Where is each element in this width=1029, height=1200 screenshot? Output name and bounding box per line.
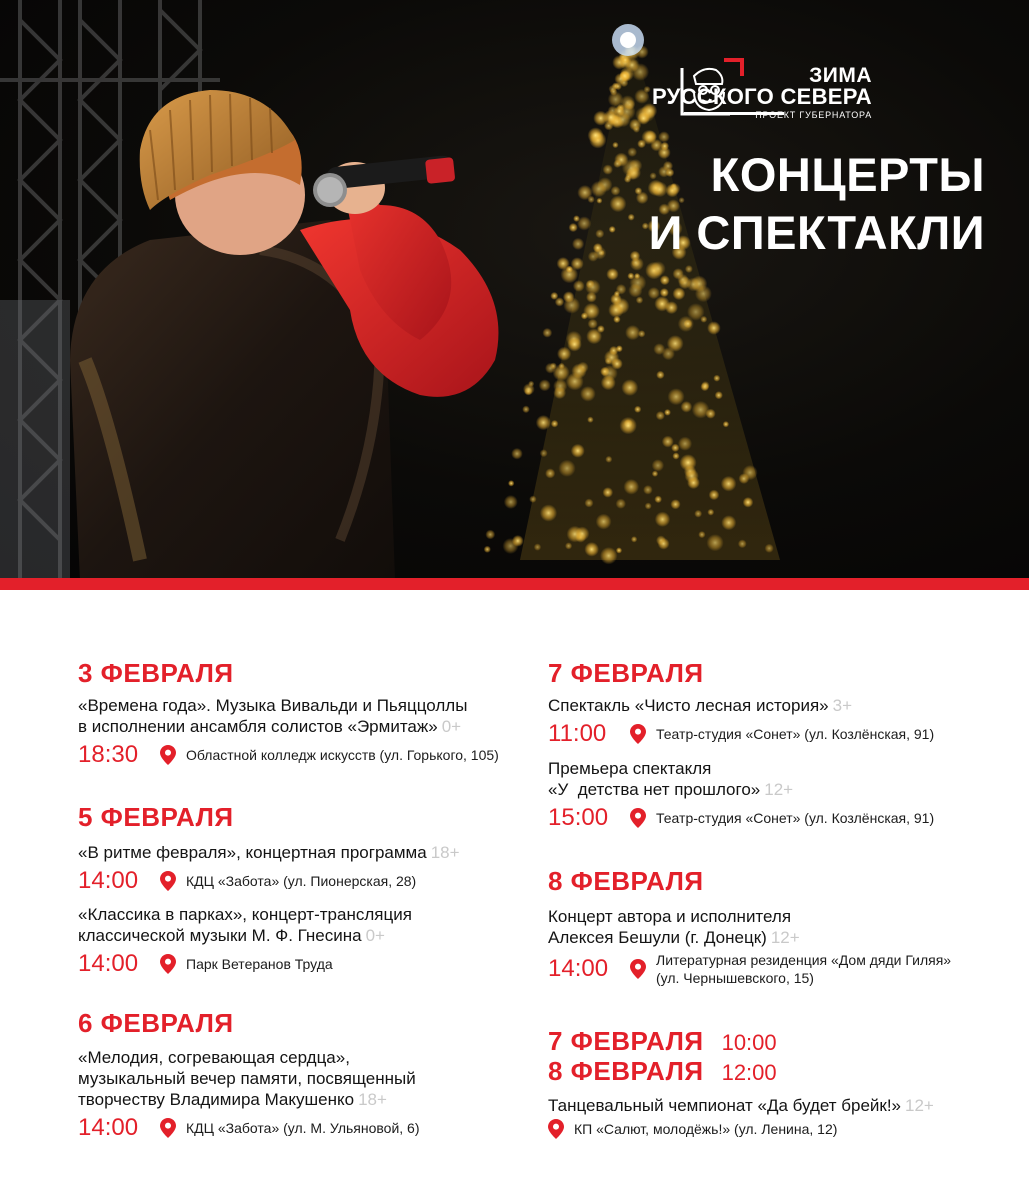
tree-light [484, 546, 491, 553]
tree-light [608, 92, 624, 108]
tree-light [540, 449, 548, 457]
day-date: 8 ФЕВРАЛЯ [548, 1056, 704, 1086]
event-meta [548, 951, 951, 987]
tree-light [611, 186, 621, 196]
tree-light [709, 490, 720, 501]
event-time: 14:00 [78, 1114, 139, 1141]
day-date: 7 ФЕВРАЛЯ [548, 658, 704, 688]
age-rating: 3+ [832, 696, 852, 715]
tree-light [522, 406, 530, 414]
tree-light [621, 56, 629, 64]
event-meta [78, 1113, 420, 1143]
tree-light [673, 287, 686, 300]
tree-light [692, 401, 710, 419]
tree-light [542, 328, 552, 338]
tree-light [616, 284, 627, 295]
tree-light [616, 547, 622, 553]
event-time: 10:00 [721, 1030, 777, 1055]
tree-light [656, 371, 664, 379]
event-title-line: Алексея Бешули (г. Донецк) [548, 928, 767, 947]
event-meta [78, 866, 460, 896]
event-item [548, 1095, 934, 1139]
event-place-line: Литературная резиденция «Дом дяди Гиляя» [656, 952, 952, 968]
location-pin-icon [548, 1119, 564, 1139]
tree-light [648, 287, 660, 299]
tree-light [707, 534, 724, 551]
tree-light [645, 503, 652, 510]
tree-light [577, 185, 592, 200]
location-pin-icon [160, 954, 176, 974]
day-block [548, 1026, 934, 1139]
event-title-line: творчеству Владимира Макушенко [78, 1090, 355, 1109]
santa-badge-icon [680, 58, 744, 116]
tree-light [628, 283, 642, 297]
tree-light [658, 538, 670, 550]
tree-light [685, 469, 699, 483]
age-rating: 0+ [441, 717, 462, 736]
event-title-line: Спектакль «Чисто лесная история» [548, 696, 829, 715]
tree-light [672, 452, 679, 459]
tree-light [665, 301, 678, 314]
age-rating: 18+ [358, 1090, 387, 1109]
tree-light [523, 383, 535, 395]
tree-light [613, 160, 621, 168]
tree-light [687, 303, 705, 321]
tree-light [558, 460, 575, 477]
event-title [548, 758, 934, 800]
age-rating: 12+ [770, 928, 800, 947]
event-item [548, 906, 951, 987]
tree-light [603, 110, 618, 125]
logo-line-north: РУССКОГО СЕВЕРА [651, 84, 872, 109]
tree-light [636, 296, 643, 303]
tree-light [609, 85, 617, 93]
accent-divider [0, 578, 1029, 590]
tree-light [634, 273, 640, 279]
event-time: 12:00 [721, 1060, 777, 1085]
tree-light [610, 294, 622, 306]
tree-light [593, 247, 606, 260]
tree-light [558, 363, 564, 369]
tree-light [550, 292, 558, 300]
event-title-line: Концерт автора и исполнителя [548, 907, 792, 926]
event-item [78, 1047, 420, 1143]
tree-light [545, 468, 555, 478]
event-place: Парк Ветеранов Труда [186, 956, 333, 972]
event-place: Областной колледж искусств (ул. Горького, 105) [186, 747, 499, 763]
tree-light [631, 63, 649, 81]
tree-light [739, 473, 750, 484]
event-meta [78, 740, 499, 770]
event-place: КДЦ «Забота» (ул. Пионерская, 28) [186, 873, 417, 889]
tree-light [595, 229, 604, 238]
hero-photo [0, 0, 1029, 580]
tree-light [536, 415, 551, 430]
tree-light [694, 510, 702, 518]
tree-light [565, 542, 572, 549]
tree-light [660, 288, 669, 297]
title-line-plays: И СПЕКТАКЛИ [648, 206, 985, 259]
day-block [78, 802, 460, 979]
tree-light [654, 496, 662, 504]
age-rating: 12+ [764, 780, 794, 799]
event-title [548, 695, 934, 716]
tree-light [622, 159, 640, 177]
tree-light [668, 388, 685, 405]
tree-light [701, 381, 710, 390]
tree-light [591, 181, 607, 197]
tree-light [625, 325, 640, 340]
tree-light [743, 497, 754, 508]
logo-line-winter: ЗИМА [809, 64, 872, 87]
tree-light [588, 319, 598, 329]
tree-light [633, 126, 640, 133]
tree-light [643, 485, 653, 495]
tree-light [628, 214, 635, 221]
tree-light [587, 417, 593, 423]
event-title [78, 1047, 420, 1110]
event-time: 14:00 [548, 955, 609, 982]
tree-light [652, 471, 658, 477]
event-place [656, 951, 951, 987]
tree-light [602, 365, 618, 381]
tree-light [616, 499, 626, 509]
day-date: 7 ФЕВРАЛЯ [548, 1026, 704, 1056]
tree-light [605, 456, 612, 463]
event-item [548, 758, 934, 833]
tree-light [738, 539, 747, 548]
event-place-line: (ул. Чернышевского, 15) [656, 970, 814, 986]
tree-light [606, 268, 618, 280]
tree-light [511, 448, 523, 460]
tree-light [698, 531, 705, 538]
tree-light [662, 436, 674, 448]
project-logo [651, 58, 990, 130]
tree-light [651, 261, 666, 276]
event-title-line: Танцевальный чемпионат «Да будет брейк!» [548, 1096, 902, 1115]
day-block [548, 658, 934, 833]
tree-light [664, 409, 671, 416]
tree-light [621, 379, 638, 396]
tree-light [540, 504, 557, 521]
tree-light [620, 417, 637, 434]
day-block [78, 1008, 420, 1143]
tree-light [571, 444, 585, 458]
tree-light [534, 543, 541, 550]
tree-light [600, 547, 617, 564]
location-pin-icon [160, 1118, 176, 1138]
tree-light [512, 535, 524, 547]
event-title-line: в исполнении ансамбля солистов «Эрмитаж» [78, 717, 438, 736]
tree-light [684, 319, 693, 328]
event-title-line: «Времена года». Музыка Вивальди и Пьяццоллы [78, 696, 468, 715]
tree-light [707, 509, 714, 516]
event-place: Театр-студия «Сонет» (ул. Козлёнская, 91) [656, 810, 935, 826]
tree-light [588, 127, 604, 143]
event-title-line: «У детства нет прошлого» [548, 780, 761, 799]
tree-light [670, 499, 680, 509]
tree-light [627, 147, 637, 157]
event-time: 14:00 [78, 867, 139, 894]
event-meta [548, 1119, 934, 1139]
tree-light [678, 437, 692, 451]
day-date: 6 ФЕВРАЛЯ [78, 1008, 234, 1038]
event-item [78, 904, 460, 979]
tree-light [504, 495, 518, 509]
logo-line-governor: ПРОЕКТ ГУБЕРНАТОРА [755, 110, 872, 120]
event-title-line: Премьера спектакля [548, 759, 712, 778]
tree-light [580, 386, 596, 402]
tree-light [572, 238, 584, 250]
event-meta [548, 803, 934, 833]
tree-light [715, 391, 723, 399]
location-pin-icon [160, 871, 176, 891]
event-meta [548, 719, 934, 749]
age-rating: 12+ [905, 1096, 934, 1115]
tree-light [508, 480, 514, 486]
tree-light [686, 277, 700, 291]
event-title [78, 842, 460, 863]
event-time: 18:30 [78, 741, 139, 768]
event-time: 14:00 [78, 950, 139, 977]
event-title-line: «В ритме февраля», концертная программа [78, 843, 427, 862]
tree-light [566, 373, 584, 391]
tree-light [573, 280, 585, 292]
tree-light [569, 223, 578, 232]
location-pin-icon [630, 959, 646, 979]
tree-light [539, 379, 551, 391]
tree-light [551, 420, 559, 428]
tree-light [575, 527, 589, 541]
tree-light [596, 514, 612, 530]
tree-light [681, 401, 693, 413]
tree-light [583, 303, 600, 320]
tree-light [765, 544, 774, 553]
event-item [78, 695, 499, 770]
location-pin-icon [630, 808, 646, 828]
location-pin-icon [160, 745, 176, 765]
tree-light [624, 479, 640, 495]
tree-light [586, 280, 595, 289]
tree-light [660, 275, 670, 285]
tree-light [529, 496, 536, 503]
event-item [78, 842, 460, 896]
tree-light [605, 358, 612, 365]
tree-light [656, 411, 665, 420]
event-meta [78, 949, 460, 979]
tree-light [584, 542, 599, 557]
age-rating: 0+ [365, 926, 385, 945]
tree-light [723, 421, 729, 427]
tree-light [634, 89, 649, 104]
tree-light [721, 515, 736, 530]
day-date: 8 ФЕВРАЛЯ [548, 866, 704, 896]
event-place: КДЦ «Забота» (ул. М. Ульяновой, 6) [186, 1120, 420, 1136]
tree-light [721, 476, 737, 492]
event-place: Театр-студия «Сонет» (ул. Козлёнская, 91) [656, 726, 935, 742]
event-time: 11:00 [548, 720, 607, 747]
event-title-line: музыкальный вечер памяти, посвященный [78, 1069, 416, 1088]
date-range-row [548, 1056, 934, 1086]
tree-light [616, 345, 623, 352]
tree-light [636, 192, 649, 205]
tree-light [680, 454, 697, 471]
tree-light [652, 459, 664, 471]
event-title-line: «Классика в парках», концерт-трансляция [78, 905, 412, 924]
tree-light [713, 375, 720, 382]
date-range-row [548, 1026, 934, 1056]
tree-light [655, 512, 670, 527]
tree-light [603, 164, 613, 174]
tree-light [485, 530, 495, 540]
tree-light [610, 195, 627, 212]
age-rating: 18+ [430, 843, 460, 862]
event-item [548, 695, 934, 749]
location-pin-icon [630, 724, 646, 744]
event-title [548, 906, 951, 948]
tree-light [563, 291, 575, 303]
event-title [78, 904, 460, 946]
title-line-concerts: КОНЦЕРТЫ [710, 148, 985, 201]
tree-light [577, 216, 591, 230]
day-block [78, 658, 499, 770]
event-title [78, 695, 499, 737]
tree-light [612, 142, 618, 148]
tree-light [609, 226, 616, 233]
event-title-line: «Мелодия, согревающая сердца», [78, 1048, 350, 1067]
tree-light [603, 487, 614, 498]
tree-light [567, 337, 582, 352]
page-title [649, 146, 985, 262]
tree-light [631, 536, 637, 542]
day-block [548, 866, 951, 987]
event-title-line: классической музыки М. Ф. Гнесина [78, 926, 362, 945]
event-title [548, 1095, 934, 1116]
tree-light [596, 198, 602, 204]
tree-light [662, 347, 675, 360]
event-place: КП «Салют, молодёжь!» (ул. Ленина, 12) [574, 1121, 838, 1137]
tree-light [586, 328, 602, 344]
tree-light [630, 251, 640, 261]
day-date: 3 ФЕВРАЛЯ [78, 658, 234, 688]
tree-light [707, 321, 721, 335]
day-date: 5 ФЕВРАЛЯ [78, 802, 234, 832]
event-time: 15:00 [548, 804, 609, 831]
tree-light [685, 265, 693, 273]
tree-light [557, 257, 570, 270]
tree-light [585, 499, 594, 508]
tree-light [634, 406, 641, 413]
